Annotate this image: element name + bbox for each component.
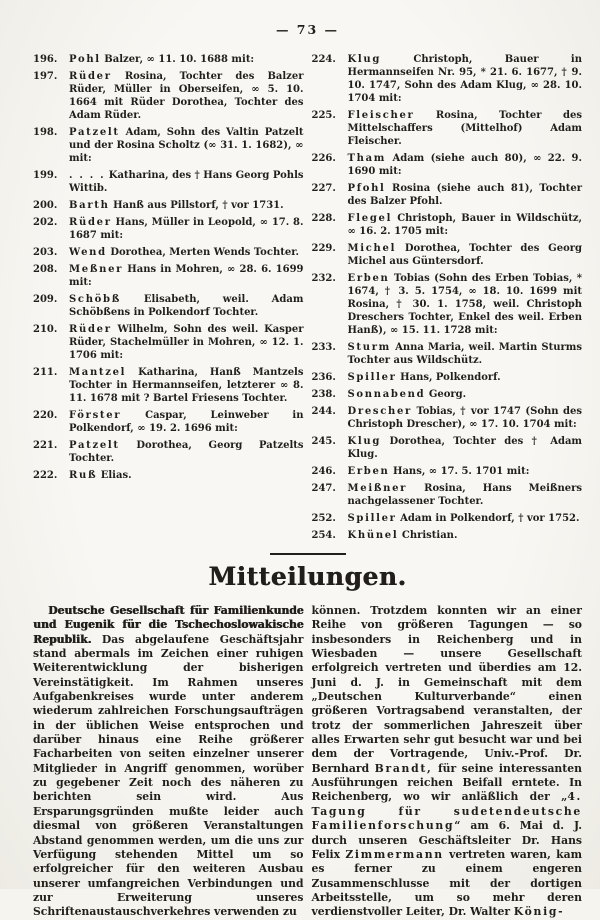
entry-number: 196. xyxy=(33,54,58,65)
entry-number: 227. xyxy=(311,183,336,194)
entry-surname: Spiller xyxy=(347,513,397,524)
entry-surname: Mantzel xyxy=(69,367,127,378)
entry-surname: Michel xyxy=(347,243,397,254)
register-entry xyxy=(33,169,304,195)
register-entry xyxy=(33,53,304,66)
entry-text: Barth Hanß aus Pillstorf, † vor 1731. xyxy=(69,200,284,211)
register-entry xyxy=(33,199,304,212)
entry-surname: Erben xyxy=(347,466,390,477)
entry-text: Rüder Rosina, Tochter des Balzer Rüder, Müller in Oberseifen, ∞ 5. 10. 1664 mit Rüder Dorothea, Tochter des Adam Rüder. xyxy=(69,71,304,121)
register-entry xyxy=(33,366,304,405)
entry-surname: Ruß xyxy=(69,470,98,481)
entry-text: Wend Dorothea, Merten Wends Tochter. xyxy=(69,247,300,258)
entry-number: 202. xyxy=(33,217,58,228)
entry-text: . . . . Katharina, des † Hans Georg Pohls Wittib. xyxy=(69,170,304,194)
article-column-left xyxy=(33,604,304,920)
register-entry xyxy=(33,70,304,122)
entry-surname: Patzelt xyxy=(69,440,120,451)
entry-surname: Drescher xyxy=(347,406,413,417)
entry-surname: Meßner xyxy=(69,264,124,275)
register-entry xyxy=(312,152,583,178)
article-column-right xyxy=(312,604,583,920)
register-entry xyxy=(33,409,304,435)
entry-surname: Meißner xyxy=(347,483,408,494)
text-segment: für seine interessanten Ausführungen reichen Beifall erntete. In Reichenberg, wo wir anläßlich der „ xyxy=(311,761,582,804)
register-entry xyxy=(33,263,304,289)
entry-surname: Klug xyxy=(347,436,382,447)
entry-number: 210. xyxy=(33,324,58,335)
page-number: — 73 — xyxy=(275,22,340,37)
register-entry xyxy=(312,435,583,461)
entry-text: Sonnabend Georg. xyxy=(347,389,467,400)
entry-surname: Schöbß xyxy=(69,294,122,305)
register-entry xyxy=(312,482,583,508)
entry-number: 247. xyxy=(311,483,336,494)
entry-surname: Klug xyxy=(347,54,382,65)
entry-text: Erben Tobias (Sohn des Erben Tobias, * 1674, † 3. 5. 1754, ∞ 18. 10. 1699 mit Rosina, † 30. 1. 1758, weil. Christoph Dreschers Tochter, Enkel des weil. Erben Hanß), ∞ 15. 11. 1728 mit: xyxy=(347,273,582,336)
entry-number: 197. xyxy=(33,71,58,82)
register-entry xyxy=(312,212,583,238)
text-segment: vertreten waren, kam es ferner zu einem engeren Zusammenschlusse mit der dortigen Arbeitsstelle, um so mehr deren verdienstvoller Leiter, Dr. Walter xyxy=(311,847,583,919)
entry-number: 225. xyxy=(311,110,336,121)
register-entry xyxy=(312,371,583,384)
entry-number: 232. xyxy=(311,273,336,284)
register-entry xyxy=(312,405,583,431)
entry-surname: Rüder xyxy=(69,217,112,228)
register-entry xyxy=(312,182,583,208)
register-entry xyxy=(312,341,583,367)
entry-number: 208. xyxy=(33,264,58,275)
entry-text: Meßner Hans in Mohren, ∞ 28. 6. 1699 mit: xyxy=(69,264,304,288)
text-segment: “ am 6. Mai d. J. durch unseren Geschäftsleiter Dr. Hans Felix xyxy=(311,819,582,861)
entry-number: 252. xyxy=(311,513,336,524)
entry-text: Spiller Hans, Polkendorf. xyxy=(347,372,501,383)
entry-surname: Förster xyxy=(69,410,122,421)
entry-number: 245. xyxy=(311,436,336,447)
register-entry xyxy=(312,53,583,105)
register-entry xyxy=(33,293,304,319)
entry-text: Ruß Elias. xyxy=(69,470,132,481)
entry-number: 244. xyxy=(311,406,336,417)
register-entry xyxy=(312,109,583,148)
entry-surname: . . . . xyxy=(69,170,106,181)
entry-surname: Tham xyxy=(347,153,387,164)
entry-text: Erben Hans, ∞ 17. 5. 1701 mit: xyxy=(347,466,530,477)
text-segment: Deutsche Gesellschaft für Familienkunde und Eugenik für die Tschechoslowakische Republik. xyxy=(33,604,304,646)
entry-number: 229. xyxy=(311,243,336,254)
entry-text: Tham Adam (siehe auch 80), ∞ 22. 9. 1690 mit: xyxy=(347,153,582,177)
entry-number: 200. xyxy=(33,200,58,211)
entry-number: 209. xyxy=(33,294,58,305)
entry-text: Mantzel Katharina, Hanß Mantzels Tochter in Hermannseifen, letzterer ∞ 8. 11. 1678 mit ? Bartel Friesens Tochter. xyxy=(69,367,304,404)
entry-number: 198. xyxy=(33,127,58,138)
entry-surname: Erben xyxy=(347,273,390,284)
register-entry xyxy=(312,465,583,478)
entry-text: Meißner Rosina, Hans Meißners nachgelassener Tochter. xyxy=(347,483,582,507)
entry-number: 203. xyxy=(33,247,58,258)
register-entry xyxy=(33,216,304,242)
entry-text: Patzelt Dorothea, Georg Patzelts Tochter. xyxy=(69,440,304,464)
entry-text: Khünel Christian. xyxy=(347,530,458,541)
entry-surname: Spiller xyxy=(347,372,397,383)
entry-text: Rüder Wilhelm, Sohn des weil. Kasper Rüder, Stachelmüller in Mohren, ∞ 12. 1. 1706 mit: xyxy=(69,324,304,361)
register-entry xyxy=(33,439,304,465)
entry-surname: Patzelt xyxy=(69,127,120,138)
register-column-right xyxy=(312,53,583,546)
entry-number: 238. xyxy=(311,389,336,400)
entry-surname: Pohl xyxy=(69,54,101,65)
entry-number: 221. xyxy=(33,440,58,451)
entry-text: Drescher Tobias, † vor 1747 (Sohn des Christoph Drescher), ∞ 17. 10. 1704 mit: xyxy=(347,406,582,430)
entry-number: 226. xyxy=(311,153,336,164)
register-entry xyxy=(33,246,304,259)
text-segment: Brandt, xyxy=(374,761,433,775)
entry-surname: Barth xyxy=(69,200,110,211)
entry-text: Sturm Anna Maria, weil. Martin Sturms Tochter aus Wildschütz. xyxy=(347,342,582,366)
entry-text: Pohl Balzer, ∞ 11. 10. 1688 mit: xyxy=(69,54,255,65)
entry-number: 220. xyxy=(33,410,58,421)
register-column-left xyxy=(33,53,304,546)
entry-surname: Flegel xyxy=(347,213,393,224)
entry-number: 211. xyxy=(33,367,58,378)
entry-text: Rüder Hans, Müller in Leopold, ∞ 17. 8. 1687 mit: xyxy=(69,217,304,241)
entry-text: Klug Dorothea, Tochter des † Adam Klug. xyxy=(347,436,582,460)
entry-number: 199. xyxy=(33,170,58,181)
register-entry xyxy=(33,126,304,165)
article-section xyxy=(33,604,582,920)
entry-text: Klug Christoph, Bauer in Hermannseifen Nr. 95, * 21. 6. 1677, † 9. 10. 1747, Sohn des Adam Klug, ∞ 28. 10. 1704 mit: xyxy=(347,54,582,104)
entry-number: 224. xyxy=(311,54,336,65)
entry-text: Flegel Christoph, Bauer in Wildschütz, ∞ 16. 2. 1705 mit: xyxy=(347,213,582,237)
entry-surname: Sonnabend xyxy=(347,389,426,400)
text-segment: Das abgelaufene Geschäftsjahr stand abermals im Zeichen einer ruhigen Weiterentwicklung der bisherigen Vereinstätigkeit. Im Rahmen unseres Aufgabenkreises wurde unter anderem wiederum zahlreichen Forschungsaufträgen in der üblichen Weise entsprochen und darüber hinaus eine Reihe größerer Facharbeiten von seiten einzelner unserer Mitglieder in Angriff genommen, worüber zu gegebener Zeit noch des näheren zu berichten sein wird. Aus Ersparungsgründen mußte leider auch diesmal von größeren Veranstaltungen Abstand genommen werden, um die uns zur Verfügung stehenden Mittel um so erfolgreicher für den weiteren Ausbau unserer umfangreichen Verbindungen und zur Erweiterung unseres Schriftenaustauschverkehres verwenden zu xyxy=(33,632,304,919)
entry-text: Patzelt Adam, Sohn des Valtin Patzelt und der Rosina Scholtz (∞ 31. 1. 1682), ∞ mit: xyxy=(69,127,304,164)
entry-number: 246. xyxy=(311,466,336,477)
entry-text: Michel Dorothea, Tochter des Georg Michel aus Güntersdorf. xyxy=(347,243,582,267)
entry-text: Spiller Adam in Polkendorf, † vor 1752. xyxy=(347,513,580,524)
entry-number: 254. xyxy=(311,530,336,541)
entry-text: Förster Caspar, Leinweber in Polkendorf, ∞ 19. 2. 1696 mit: xyxy=(69,410,304,434)
entry-surname: Wend xyxy=(69,247,107,258)
register-entry xyxy=(312,272,583,337)
entry-surname: Pfohl xyxy=(347,183,386,194)
entry-surname: Rüder xyxy=(69,324,112,335)
entry-number: 236. xyxy=(311,372,336,383)
entry-surname: Rüder xyxy=(69,71,112,82)
register-entry xyxy=(312,529,583,542)
entry-surname: Khünel xyxy=(347,530,399,541)
section-heading: Mitteilungen. xyxy=(208,562,407,591)
register-entry xyxy=(312,388,583,401)
register-entry xyxy=(33,469,304,482)
entry-surname: Fleischer xyxy=(347,110,415,121)
register-entry xyxy=(312,512,583,525)
register-entry xyxy=(312,242,583,268)
text-segment: König- xyxy=(513,905,565,919)
entry-text: Pfohl Rosina (siehe auch 81), Tochter des Balzer Pfohl. xyxy=(347,183,582,207)
text-segment: können. Trotzdem konnten wir an einer Reihe von größeren Tagungen — so insbesonders in Reichenberg und in Wiesbaden — unsere Gesellschaft erfolgreich vertreten und überdies am 12. Juni d. J. in Gemeinschaft mit dem „Deutschen Kulturverbande“ einen größeren Vortragsabend veranstalten, der trotz der sommerlichen Jahreszeit über alles Erwarten sehr gut besucht war und bei dem der Vortragende, Univ.-Prof. Dr. Bernhard xyxy=(311,604,582,775)
text-segment: 4. Tagung für sudetendeutsche Familienforschung xyxy=(311,790,582,833)
entry-number: 233. xyxy=(311,342,336,353)
register-entry xyxy=(33,323,304,362)
text-segment: Zimmermann xyxy=(345,847,444,861)
entry-text: Fleischer Rosina, Tochter des Mittelschaffers (Mittelhof) Adam Fleischer. xyxy=(347,110,582,147)
entry-surname: Sturm xyxy=(347,342,391,353)
entry-number: 228. xyxy=(311,213,336,224)
entry-number: 222. xyxy=(33,470,58,481)
register-section xyxy=(33,53,582,546)
entry-text: Schöbß Elisabeth, weil. Adam Schöbßens in Polkendorf Tochter. xyxy=(69,294,304,318)
section-divider xyxy=(270,553,346,555)
